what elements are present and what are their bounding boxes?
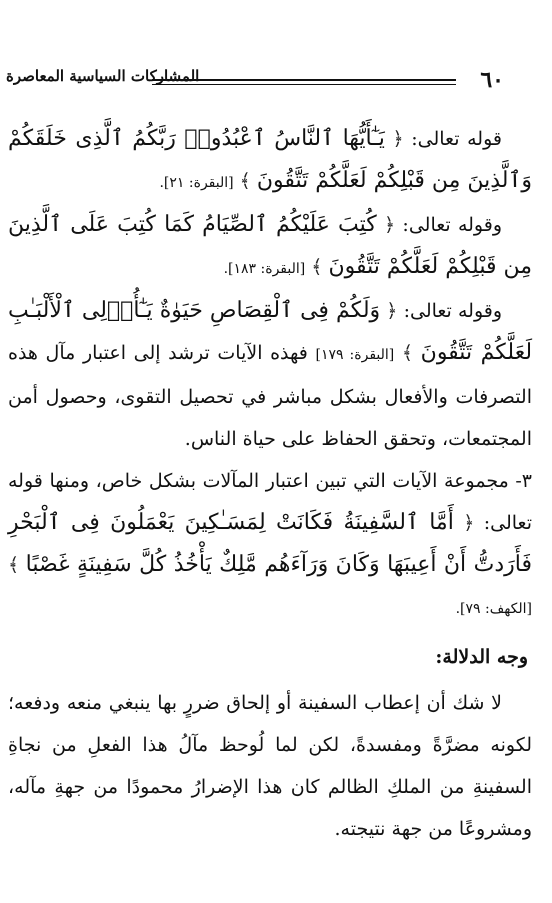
- section-subheading: وجه الدلالة:: [435, 646, 528, 668]
- verse-lead: وقوله تعالى:: [402, 214, 502, 236]
- quran-verse: أَمَّا ٱلسَّفِينَةُ فَكَانَتْ لِمَسَـٰكِينَ يَعْمَلُونَ فِى ٱلْبَحْرِ فَأَرَدتُّ أَنْ أَعِيبَهَا وَكَانَ وَرَآءَهُم مَّلِكٌ يَأْخُذُ كُلَّ سَفِينَةٍ غَصْبًا: [8, 510, 532, 577]
- verse-open-bracket: ﴿: [386, 300, 398, 322]
- quran-verse: كُتِبَ عَلَيْكُمُ ٱلصِّيَامُ كَمَا كُتِبَ عَلَى ٱلَّذِينَ مِن قَبْلِكُمْ لَعَلَّكُمْ تَتَّقُونَ: [8, 212, 532, 279]
- verse-open-bracket: ﴿: [384, 214, 396, 236]
- paragraph-explanation: لا شك أن إعطاب السفينة أو إلحاق ضررٍ بها ينبغي منعه ودفعه؛ لكونه مضرَّةً ومفسدةً، لكن لما لُوحظ مآلُ هذا الفعلِ من نجاةِ السفينةِ من الملكِ الظالم كان هذا الإضرارُ محمودًا من جهةِ مآله، ومشروعًا من جهة نتيجته.: [8, 692, 532, 840]
- verse-open-bracket: ﴿: [392, 128, 404, 150]
- paragraph-commentary: فهذه الآيات ترشد إلى اعتبار مآل هذه التصرفات والأفعال بشكل مباشر في تحصيل التقوى، وحصول أمن المجتمعات، وتحقق الحفاظ على حياة الناس.: [8, 342, 532, 450]
- verse-close-bracket: ﴾: [401, 342, 414, 364]
- paragraph-verse-baqarah-183: [8, 204, 532, 290]
- quran-verse: وَلَكُمْ فِى ٱلْقِصَاصِ حَيَوٰةٌ يَـٰٓأُو۟لِى ٱلْأَلْبَـٰبِ لَعَلَّكُمْ تَتَّقُونَ: [8, 298, 533, 365]
- verse-lead: قوله تعالى:: [8, 470, 533, 534]
- verse-close-bracket: ﴾: [239, 170, 251, 192]
- list-item-intro: ٣- مجموعة الآيات التي تبين اعتبار المآلات بشكل خاص، ومنها: [49, 470, 532, 492]
- book-title: المشاركات السياسية المعاصرة: [6, 67, 200, 85]
- verse-close-bracket: ﴾: [311, 256, 323, 278]
- list-item-3: [8, 460, 532, 630]
- paragraph-verse-baqarah-179: [8, 290, 532, 460]
- verse-lead: قوله تعالى:: [411, 128, 502, 150]
- verse-open-bracket: ﴿: [463, 512, 475, 534]
- quran-verse: يَـٰٓأَيُّهَا ٱلنَّاسُ ٱعْبُدُوا۟ رَبَّكُمُ ٱلَّذِى خَلَقَكُمْ وَٱلَّذِينَ مِن قَبْلِكُمْ لَعَلَّكُمْ تَتَّقُونَ: [8, 126, 532, 193]
- verse-close-bracket: ﴾: [8, 554, 20, 576]
- verse-reference: [الكهف: ٧٩].: [455, 601, 532, 617]
- verse-lead: وقوله تعالى:: [403, 300, 503, 322]
- verse-reference: [البقرة: ٢١].: [159, 175, 234, 191]
- paragraph-verse-baqarah-21: [8, 118, 532, 204]
- verse-reference: [البقرة: ١٧٩]: [315, 347, 395, 363]
- verse-reference: [البقرة: ١٨٣].: [223, 261, 306, 277]
- page-number: ٦٠: [480, 67, 504, 93]
- page-body: [8, 118, 532, 850]
- page-header: [0, 55, 552, 95]
